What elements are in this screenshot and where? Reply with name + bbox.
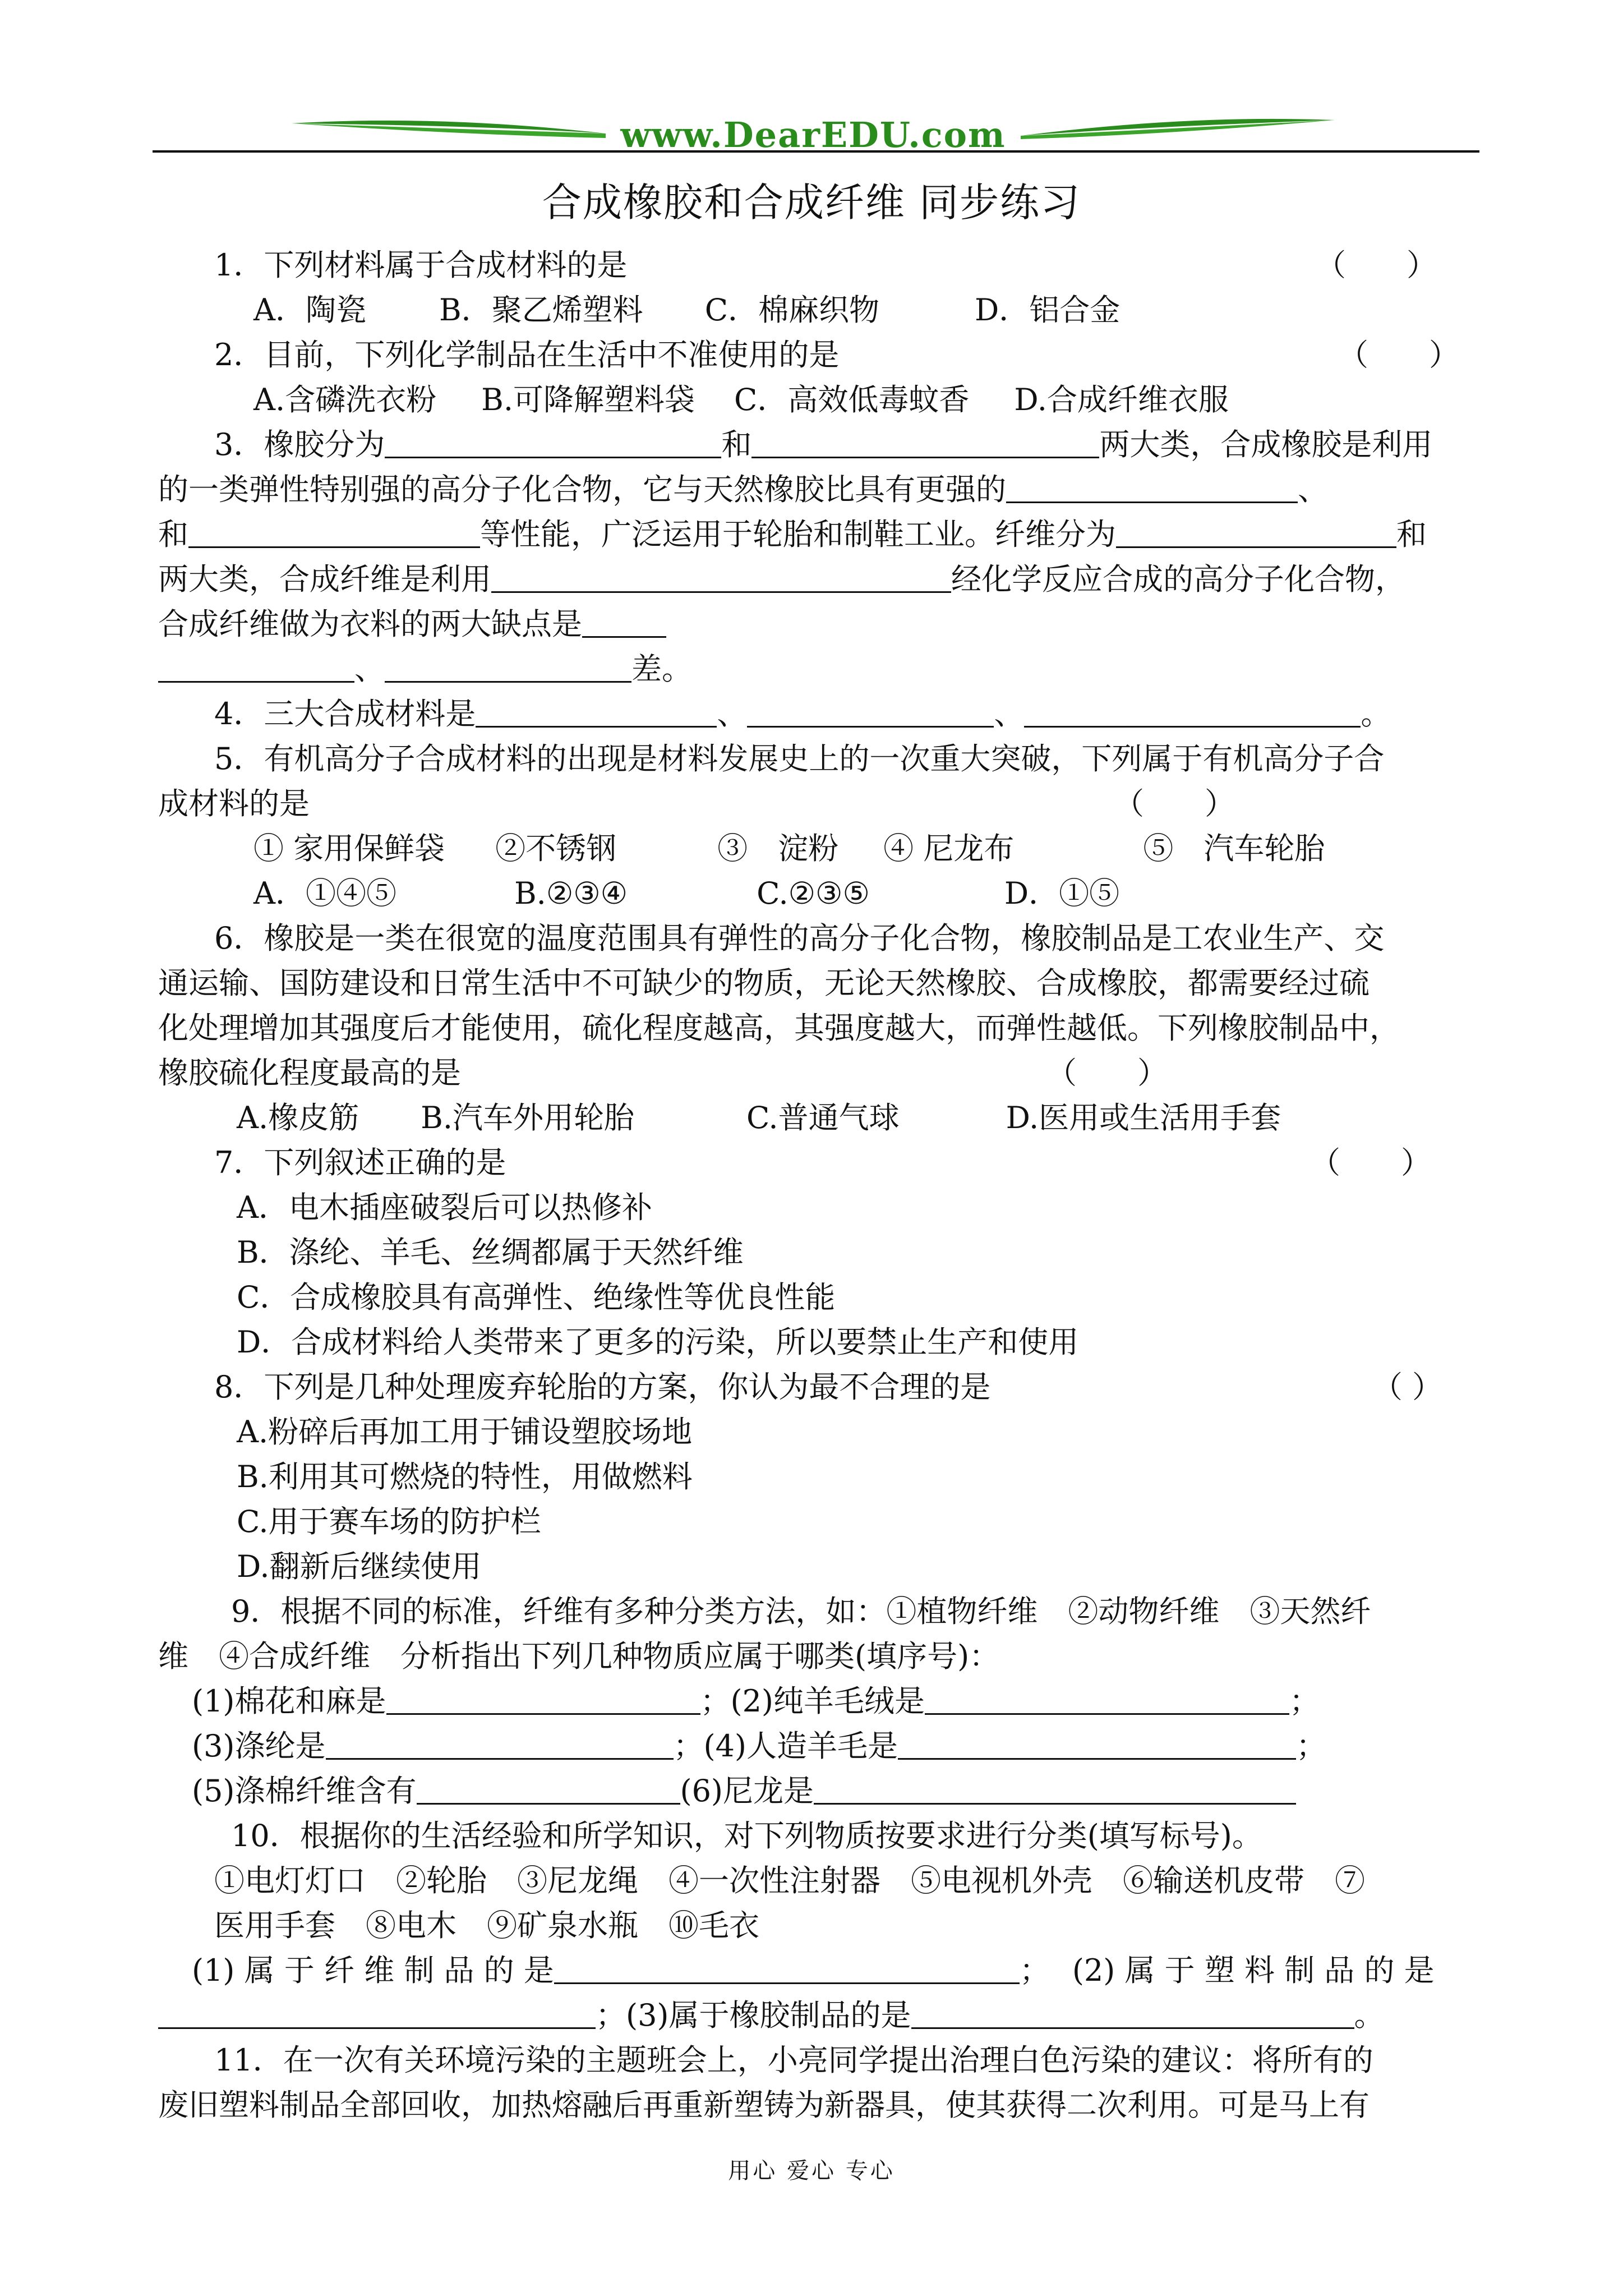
q3-text: 经化学反应合成的高分子化合物， bbox=[951, 562, 1405, 597]
q3-text: 差。 bbox=[631, 651, 692, 687]
q10-line-5 bbox=[158, 1993, 1482, 2038]
q3-blank-7[interactable] bbox=[582, 605, 666, 638]
q9-blank-6[interactable] bbox=[814, 1772, 1296, 1805]
q6-line-1: 6．橡胶是一类在很宽的温度范围具有弹性的高分子化合物，橡胶制品是工农业生产、交 bbox=[214, 921, 1385, 956]
q9-line-2: 维 ④合成纤维 分析指出下列几种物质应属于哪类(填序号)： bbox=[158, 1639, 1000, 1674]
q3-text: 的一类弹性特别强的高分子化合物，它与天然橡胶比具有更强的 bbox=[158, 472, 1006, 507]
q3-text: 、 bbox=[1298, 472, 1328, 507]
q6-text: 橡胶硫化程度最高的是 bbox=[158, 1055, 461, 1091]
q1-option-a[interactable]: A．陶瓷 bbox=[253, 292, 366, 328]
q9-blank-1[interactable] bbox=[386, 1682, 700, 1715]
q8-answer-paren[interactable]: （ ） bbox=[1372, 1369, 1442, 1405]
q4-text: 。 bbox=[1361, 696, 1391, 731]
q5-option-a[interactable]: A．①④⑤ bbox=[253, 876, 396, 911]
q10-text: ； bbox=[1019, 1953, 1050, 1988]
q4-text: 、 bbox=[994, 696, 1025, 731]
q4-blank-1[interactable] bbox=[476, 694, 717, 728]
q9-text: (5)涤棉纤维含有 bbox=[192, 1773, 417, 1809]
q5-item: ⑤ 汽车轮胎 bbox=[1143, 831, 1325, 866]
q3-text: 合成纤维做为衣料的两大缺点是 bbox=[158, 606, 582, 642]
q3-blank-3[interactable] bbox=[1006, 470, 1298, 503]
q10-blank-1[interactable] bbox=[554, 1951, 1020, 1984]
q5-line-1: 5．有机高分子合成材料的出现是材料发展史上的一次重大突破，下列属于有机高分子合 bbox=[214, 741, 1385, 776]
q4-blank-2[interactable] bbox=[747, 694, 994, 728]
q10-text: (3)属于橡胶制品的是 bbox=[626, 1998, 911, 2033]
q7-stem: 7．下列叙述正确的是 bbox=[214, 1145, 506, 1180]
q2-stem-line bbox=[158, 333, 1482, 378]
q3-blank-9[interactable] bbox=[385, 650, 631, 683]
q9-blank-3[interactable] bbox=[326, 1727, 674, 1760]
q1-answer-paren[interactable]: （ ） bbox=[1316, 247, 1437, 283]
q8-option-c[interactable]: C.用于赛车场的防护栏 bbox=[237, 1504, 541, 1539]
site-logo-text: www.DearEDU.com bbox=[620, 114, 1006, 155]
q9-text: ； bbox=[1289, 1683, 1320, 1719]
q6-option-b[interactable]: B.汽车外用轮胎 bbox=[421, 1100, 635, 1135]
q3-text: 和 bbox=[158, 517, 188, 552]
q9-text: (2)纯羊毛绒是 bbox=[730, 1683, 925, 1719]
q5-option-c[interactable]: C.②③⑤ bbox=[757, 876, 870, 911]
q10-text: ； bbox=[596, 1998, 626, 2033]
exercise-body bbox=[158, 243, 1482, 2128]
q8-option-d[interactable]: D.翻新后继续使用 bbox=[237, 1549, 482, 1584]
q3-blank-8[interactable] bbox=[158, 650, 354, 683]
q6-option-c[interactable]: C.普通气球 bbox=[746, 1100, 900, 1135]
q5-text: 成材料的是 bbox=[158, 786, 310, 821]
q3-text: 和 bbox=[1396, 517, 1427, 552]
q9-text: ； bbox=[673, 1728, 704, 1764]
site-banner bbox=[292, 112, 1335, 163]
q8-option-a[interactable]: A.粉碎后再加工用于铺设塑胶场地 bbox=[237, 1414, 693, 1450]
q4-text: 4．三大合成材料是 bbox=[214, 696, 476, 731]
q2-option-d[interactable]: D.合成纤维衣服 bbox=[1014, 382, 1229, 417]
q2-option-c[interactable]: C．高效低毒蚊香 bbox=[734, 382, 970, 417]
q10-blank-2[interactable] bbox=[158, 1996, 596, 2029]
q4-blank-3[interactable] bbox=[1024, 694, 1361, 728]
q3-blank-1[interactable] bbox=[385, 425, 721, 458]
q9-text: ； bbox=[700, 1683, 731, 1719]
q7-stem-line bbox=[158, 1140, 1482, 1185]
q2-stem: 2．目前，下列化学制品在生活中不准使用的是 bbox=[214, 337, 840, 372]
q2-options-line bbox=[158, 378, 1482, 422]
q6-option-a[interactable]: A.橡皮筋 bbox=[237, 1100, 359, 1135]
q1-option-b[interactable]: B．聚乙烯塑料 bbox=[439, 292, 643, 328]
q3-line-1 bbox=[158, 422, 1482, 467]
q6-line-3: 化处理增加其强度后才能使用，硫化程度越高，其强度越大，而弹性越低。下列橡胶制品中， bbox=[158, 1010, 1400, 1046]
q10-line-1: 10．根据你的生活经验和所学知识，对下列物质按要求进行分类(填写标号)。 bbox=[231, 1818, 1262, 1853]
q3-line-3 bbox=[158, 512, 1482, 557]
q4-line bbox=[158, 692, 1482, 737]
q5-option-b[interactable]: B.②③④ bbox=[514, 876, 628, 911]
q9-line-3 bbox=[158, 1679, 1482, 1724]
q5-item: ④ 尼龙布 bbox=[883, 831, 1015, 866]
q5-answer-paren[interactable]: （ ） bbox=[1114, 786, 1235, 821]
q10-text: (1) 属 于 纤 维 制 品 的 是 bbox=[192, 1953, 554, 1988]
q3-text: 两大类，合成橡胶是利用 bbox=[1099, 427, 1433, 462]
q1-stem-line bbox=[158, 243, 1482, 288]
q6-answer-paren[interactable]: （ ） bbox=[1046, 1055, 1168, 1091]
q6-line-2: 通运输、国防建设和日常生活中不可缺少的物质，无论天然橡胶、合成橡胶，都需要经过硫 bbox=[158, 965, 1370, 1001]
q5-line-2 bbox=[158, 781, 1482, 826]
q9-blank-4[interactable] bbox=[898, 1727, 1296, 1760]
q9-line-1: 9．根据不同的标准，纤维有多种分类方法，如：①植物纤维 ②动物纤维 ③天然纤 bbox=[231, 1594, 1371, 1629]
page-footer: 用心 爱心 专心 bbox=[728, 2158, 895, 2184]
q5-option-d[interactable]: D．①⑤ bbox=[1004, 876, 1120, 911]
q3-text: 两大类，合成纤维是利用 bbox=[158, 562, 491, 597]
q8-stem: 8．下列是几种处理废弃轮胎的方案，你认为最不合理的是 bbox=[214, 1369, 991, 1405]
q3-blank-4[interactable] bbox=[188, 515, 480, 548]
q11-line-1: 11．在一次有关环境污染的主题班会上，小亮同学提出治理白色污染的建议：将所有的 bbox=[214, 2042, 1373, 2078]
q6-options-line bbox=[158, 1096, 1482, 1140]
q3-blank-5[interactable] bbox=[1116, 515, 1396, 548]
q10-line-4 bbox=[158, 1948, 1482, 1993]
q3-line-4 bbox=[158, 557, 1482, 602]
q9-text: (6)尼龙是 bbox=[680, 1773, 814, 1809]
q7-option-c[interactable]: C．合成橡胶具有高弹性、绝缘性等优良性能 bbox=[237, 1280, 836, 1315]
q7-option-d[interactable]: D．合成材料给人类带来了更多的污染，所以要禁止生产和使用 bbox=[237, 1324, 1079, 1360]
q2-answer-paren[interactable]: （ ） bbox=[1338, 337, 1459, 372]
q7-answer-paren[interactable]: （ ） bbox=[1310, 1145, 1431, 1180]
q9-blank-2[interactable] bbox=[925, 1682, 1289, 1715]
q9-text: (1)棉花和麻是 bbox=[192, 1683, 386, 1719]
q3-blank-2[interactable] bbox=[751, 425, 1099, 458]
q7-option-a[interactable]: A．电木插座破裂后可以热修补 bbox=[237, 1190, 652, 1225]
q3-text: 和 bbox=[721, 427, 752, 462]
q10-line-3: 医用手套 ⑧电木 ⑨矿泉水瓶 ⑩毛衣 bbox=[214, 1908, 759, 1943]
q8-stem-line bbox=[158, 1365, 1482, 1410]
q5-items-line bbox=[158, 826, 1482, 871]
q10-line-2: ①电灯灯口 ②轮胎 ③尼龙绳 ④一次性注射器 ⑤电视机外壳 ⑥输送机皮带 ⑦ bbox=[214, 1863, 1365, 1898]
q1-stem: 1．下列材料属于合成材料的是 bbox=[214, 247, 628, 283]
q9-text: (4)人造羊毛是 bbox=[703, 1728, 898, 1764]
q5-item: ②不锈钢 bbox=[495, 831, 617, 866]
q11-line-2: 废旧塑料制品全部回收，加热熔融后再重新塑铸为新器具，使其获得二次利用。可是马上有 bbox=[158, 2087, 1370, 2123]
q3-blank-6[interactable] bbox=[491, 560, 951, 593]
q9-text: (3)涤纶是 bbox=[192, 1728, 326, 1764]
q5-options-line bbox=[158, 871, 1482, 916]
q9-blank-5[interactable] bbox=[417, 1772, 680, 1805]
q5-item: ① 家用保鲜袋 bbox=[253, 831, 445, 866]
q3-text: 3．橡胶分为 bbox=[214, 427, 385, 462]
q3-line-5 bbox=[158, 602, 1482, 647]
q2-option-b[interactable]: B.可降解塑料袋 bbox=[481, 382, 695, 417]
q3-text: 、 bbox=[354, 651, 385, 687]
q3-line-6 bbox=[158, 647, 1482, 692]
q7-option-b[interactable]: B．涤纶、羊毛、丝绸都属于天然纤维 bbox=[237, 1235, 744, 1270]
q6-line-4 bbox=[158, 1051, 1482, 1096]
q4-text: 、 bbox=[717, 696, 748, 731]
q9-line-4 bbox=[158, 1724, 1482, 1769]
q2-option-a[interactable]: A.含磷洗衣粉 bbox=[253, 382, 437, 417]
q3-text: 等性能，广泛运用于轮胎和制鞋工业。纤维分为 bbox=[480, 517, 1116, 552]
q8-option-b[interactable]: B.利用其可燃烧的特性，用做燃料 bbox=[237, 1459, 693, 1494]
q1-options-line bbox=[158, 288, 1482, 333]
q1-option-c[interactable]: C．棉麻织物 bbox=[704, 292, 880, 328]
q9-text: ； bbox=[1296, 1728, 1326, 1764]
q3-line-2 bbox=[158, 467, 1482, 512]
q10-text: (2) 属 于 塑 料 制 品 的 是 bbox=[1072, 1953, 1435, 1988]
q5-item: ③ 淀粉 bbox=[717, 831, 839, 866]
q10-blank-3[interactable] bbox=[911, 1996, 1354, 2029]
q1-option-d[interactable]: D．铝合金 bbox=[975, 292, 1121, 328]
q10-text: 。 bbox=[1354, 1998, 1385, 2033]
q9-line-5 bbox=[158, 1769, 1482, 1814]
page-title: 合成橡胶和合成纤维 同步练习 bbox=[542, 180, 1081, 226]
q6-option-d[interactable]: D.医用或生活用手套 bbox=[1006, 1100, 1281, 1135]
header-rule bbox=[153, 150, 1479, 153]
